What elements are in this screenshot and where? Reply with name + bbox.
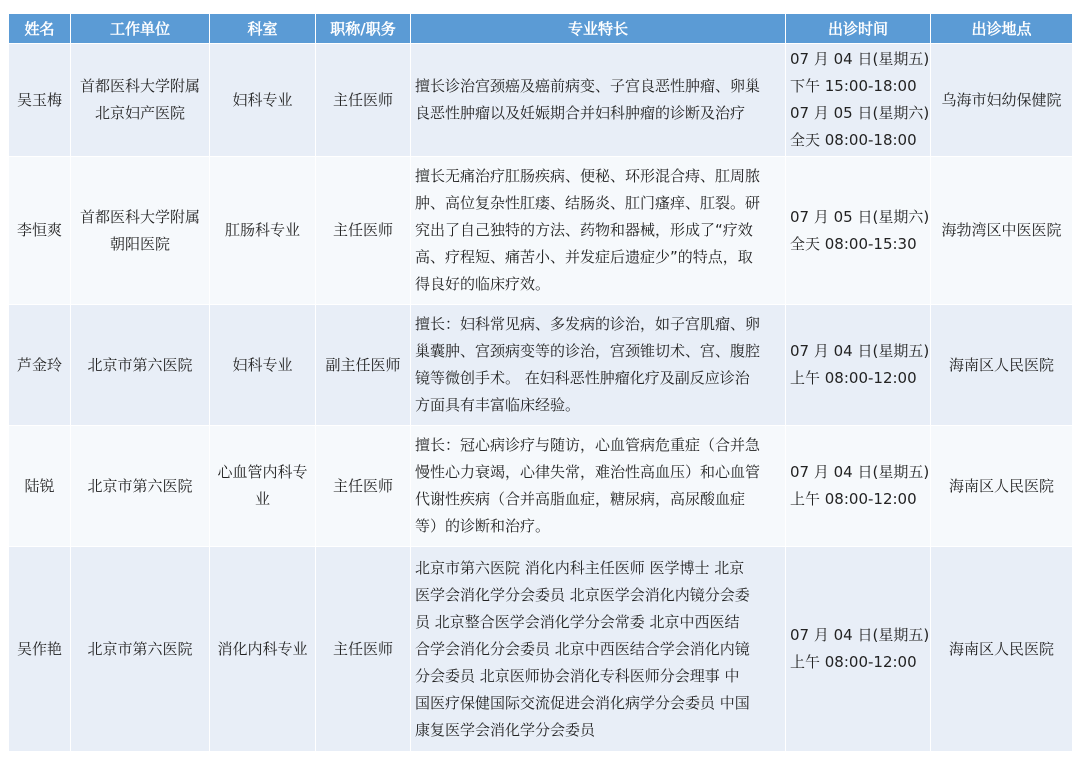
unit-line: 首都医科大学附属 [79,207,200,226]
department [210,547,316,752]
work-unit [71,305,210,426]
specialty-line: 员 北京整合医学会消化学分会常委 北京中西医结 [415,612,740,631]
table-row [9,426,1073,547]
time-line: 上午 08:00-12:00 [790,490,917,508]
doctor-name: 芦金玲 [9,305,71,426]
unit-line: 北京市第六医院 [87,476,193,495]
time-line: 07 月 04 日(星期五) [790,626,930,644]
header-dept: 科室 [210,14,316,44]
job-title: 主任医师 [316,426,411,547]
header-title: 职称/职务 [316,14,411,44]
specialty-line: 究出了自己独特的方法、药物和器械，形成了“疗效 [415,221,753,239]
specialty [411,305,786,426]
specialty-line: 医学会消化学分会委员 北京医学会消化内镜分会委 [415,585,750,604]
specialty [411,44,786,157]
specialty-line: 康复医学会消化学分会委员 [415,720,596,739]
clinic-time [786,547,931,752]
job-title: 主任医师 [316,157,411,305]
header-name: 姓名 [9,14,71,44]
dept-line: 妇科专业 [232,90,293,109]
clinic-time [786,157,931,305]
work-unit [71,44,210,157]
clinic-time [786,426,931,547]
clinic-location: 海南区人民医院 [931,305,1073,426]
specialty-line: 镜等微创手术。 在妇科恶性肿瘤化疗及副反应诊治 [415,369,750,387]
specialty-line: 北京市第六医院 消化内科主任医师 医学博士 北京 [415,558,745,577]
time-line: 全天 08:00-18:00 [790,131,917,149]
specialty-line: 良恶性肿瘤以及妊娠期合并妇科肿瘤的诊断及治疗 [415,104,746,122]
specialty [411,547,786,752]
clinic-time [786,44,931,157]
time-line: 07 月 04 日(星期五) [790,463,930,481]
specialty-line: 合学会消化分会委员 北京中西医结合学会消化内镜 [415,639,750,658]
table-row [9,44,1073,157]
department [210,157,316,305]
doctor-name: 吴作艳 [9,547,71,752]
specialty-line: 擅长：冠心病诊疗与随访，心血管病危重症（合并急 [415,436,761,454]
specialty-line: 巢囊肿、宫颈病变等的诊治，宫颈锥切术、宫、腹腔 [415,342,761,360]
unit-line: 北京市第六医院 [87,355,193,374]
time-line: 07 月 04 日(星期五) [790,50,930,68]
clinic-location: 海南区人民医院 [931,426,1073,547]
job-title: 主任医师 [316,547,411,752]
unit-line: 北京市第六医院 [87,639,193,658]
header-time: 出诊时间 [786,14,931,44]
dept-line: 心血管内科专 [217,463,308,481]
time-line: 07 月 04 日(星期五) [790,342,930,360]
specialty-line: 分会委员 北京医师协会消化专科医师分会理事 中 [415,666,740,685]
clinic-time [786,305,931,426]
table-row [9,547,1073,752]
table-row [9,157,1073,305]
header-unit: 工作单位 [71,14,210,44]
clinic-schedule-table [8,13,1073,752]
time-line: 上午 08:00-12:00 [790,653,917,671]
time-line: 07 月 05 日(星期六) [790,207,930,226]
specialty-line: 擅长无痛治疗肛肠疾病、便秘、环形混合痔、肛周脓 [415,167,761,185]
unit-line: 北京妇产医院 [94,104,185,122]
unit-line: 首都医科大学附属 [79,77,200,95]
time-line: 下午 15:00-18:00 [790,77,917,95]
specialty-line: 得良好的临床疗效。 [415,275,551,293]
department [210,305,316,426]
work-unit [71,547,210,752]
job-title: 副主任医师 [316,305,411,426]
doctor-name: 吴玉梅 [9,44,71,157]
specialty [411,157,786,305]
dept-line: 消化内科专业 [217,639,308,658]
time-line: 全天 08:00-15:30 [790,234,917,253]
specialty-line: 代谢性疾病（合并高脂血症，糖尿病，高尿酸血症 [415,490,746,508]
time-line: 07 月 05 日(星期六) [790,104,930,122]
dept-line: 业 [254,490,270,508]
specialty-line: 慢性心力衰竭，心律失常，难治性高血压）和心血管 [415,463,761,481]
dept-line: 妇科专业 [232,355,293,374]
work-unit [71,426,210,547]
doctor-name: 李恒爽 [9,157,71,305]
department [210,426,316,547]
table-row [9,305,1073,426]
specialty-line: 高、疗程短、痛苦小、并发症后遗症少”的特点，取 [415,248,753,266]
specialty-line: 方面具有丰富临床经验。 [415,396,581,414]
header-location: 出诊地点 [931,14,1073,44]
specialty-line: 肿、高位复杂性肛瘘、结肠炎、肛门瘙痒、肛裂。研 [415,194,761,212]
doctor-name: 陆锐 [9,426,71,547]
specialty-line: 等）的诊断和治疗。 [415,517,551,535]
clinic-location: 海勃湾区中医医院 [931,157,1073,305]
unit-line: 朝阳医院 [109,234,170,253]
header-row [9,14,1073,44]
specialty [411,426,786,547]
department [210,44,316,157]
header-specialty: 专业特长 [411,14,786,44]
work-unit [71,157,210,305]
specialty-line: 国医疗保健国际交流促进会消化病学分会委员 中国 [415,693,750,712]
time-line: 上午 08:00-12:00 [790,369,917,387]
dept-line: 肛肠科专业 [224,221,300,239]
job-title: 主任医师 [316,44,411,157]
clinic-location: 海南区人民医院 [931,547,1073,752]
specialty-line: 擅长：妇科常见病、多发病的诊治，如子宫肌瘤、卵 [415,315,761,333]
specialty-line: 擅长诊治宫颈癌及癌前病变、子宫良恶性肿瘤、卵巢 [415,77,761,95]
clinic-location: 乌海市妇幼保健院 [931,44,1073,157]
